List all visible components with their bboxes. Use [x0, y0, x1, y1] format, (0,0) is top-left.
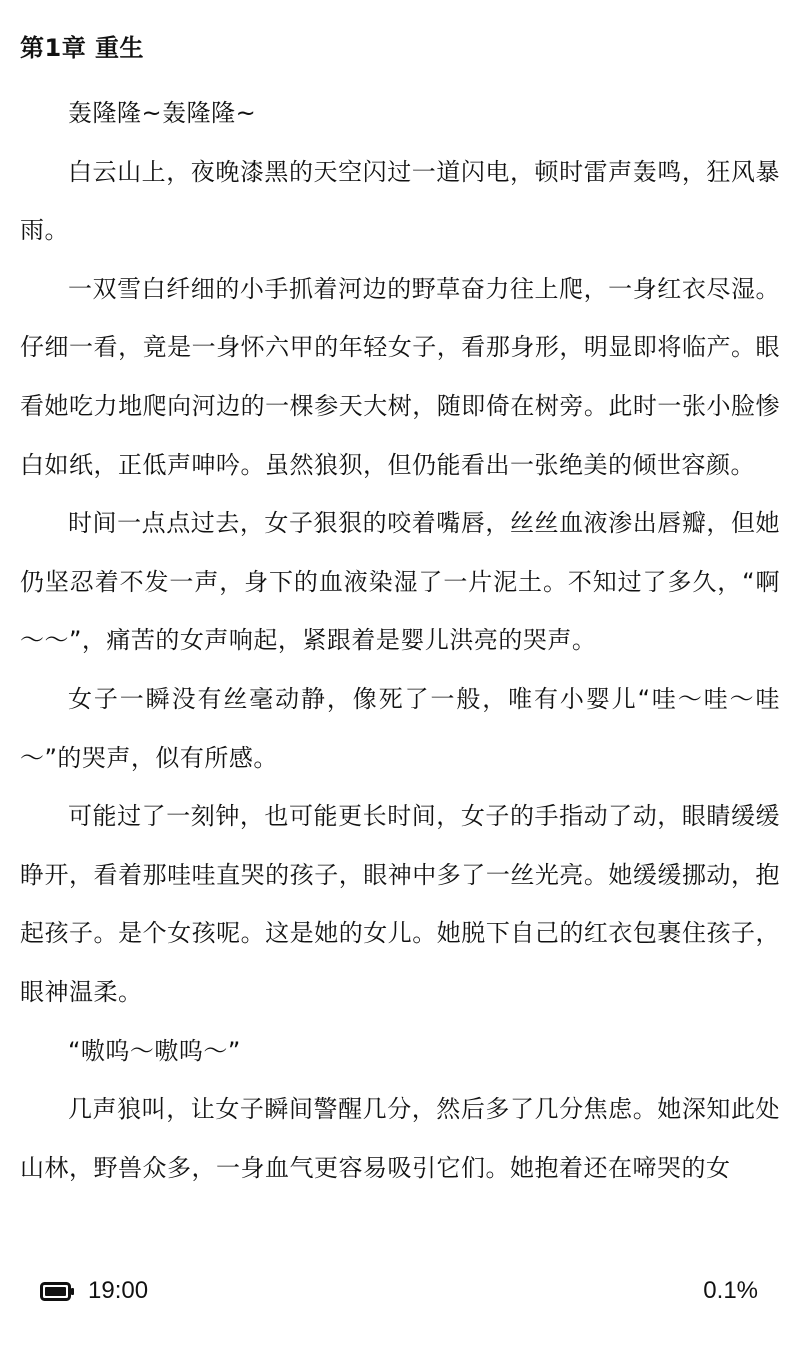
status-bar [0, 1260, 800, 1320]
paragraph: 女子一瞬没有丝毫动静，像死了一般，唯有小婴儿“哇～哇～哇～”的哭声，似有所感。 [20, 684, 780, 772]
paragraph: 时间一点点过去，女子狠狠的咬着嘴唇，丝丝血液渗出唇瓣，但她仍坚忍着不发一声，身下的血液染湿了一片泥土。不知过了多久，“啊～～”，痛苦的女声响起，紧跟着是婴儿洪亮的哭声。 [20, 509, 780, 655]
paragraph: 轰隆隆~轰隆隆~ [68, 99, 257, 127]
chapter-title: 第1章 重生 [20, 34, 145, 62]
paragraph: 白云山上，夜晚漆黑的天空闪过一道闪电，顿时雷声轰鸣，狂风暴雨。 [20, 157, 780, 245]
battery-icon [40, 1282, 75, 1301]
paragraph: “嗷呜～嗷呜～” [68, 1036, 241, 1065]
paragraph: 几声狼叫，让女子瞬间警醒几分，然后多了几分焦虑。她深知此处山林，野兽众多，一身血气更容易吸引它们。她抱着还在啼哭的女 [20, 1095, 780, 1182]
reading-progress: 0.1% [703, 1277, 758, 1304]
paragraph: 可能过了一刻钟，也可能更长时间，女子的手指动了动，眼睛缓缓睁开，看着那哇哇直哭的孩子，眼神中多了一丝光亮。她缓缓挪动，抱起孩子。是个女孩呢。这是她的女儿。她脱下自己的红衣包裹住孩子，眼神温柔。 [20, 802, 780, 1006]
chapter-content [20, 84, 780, 1197]
paragraph: 一双雪白纤细的小手抓着河边的野草奋力往上爬，一身红衣尽湿。仔细一看，竟是一身怀六甲的年轻女子，看那身形，明显即将临产。眼看她吃力地爬向河边的一棵参天大树，随即倚在树旁。此时一张小脸惨白如纸，正低声呻吟。虽然狼狈，但仍能看出一张绝美的倾世容颜。 [20, 274, 780, 479]
clock: 19:00 [88, 1277, 149, 1304]
